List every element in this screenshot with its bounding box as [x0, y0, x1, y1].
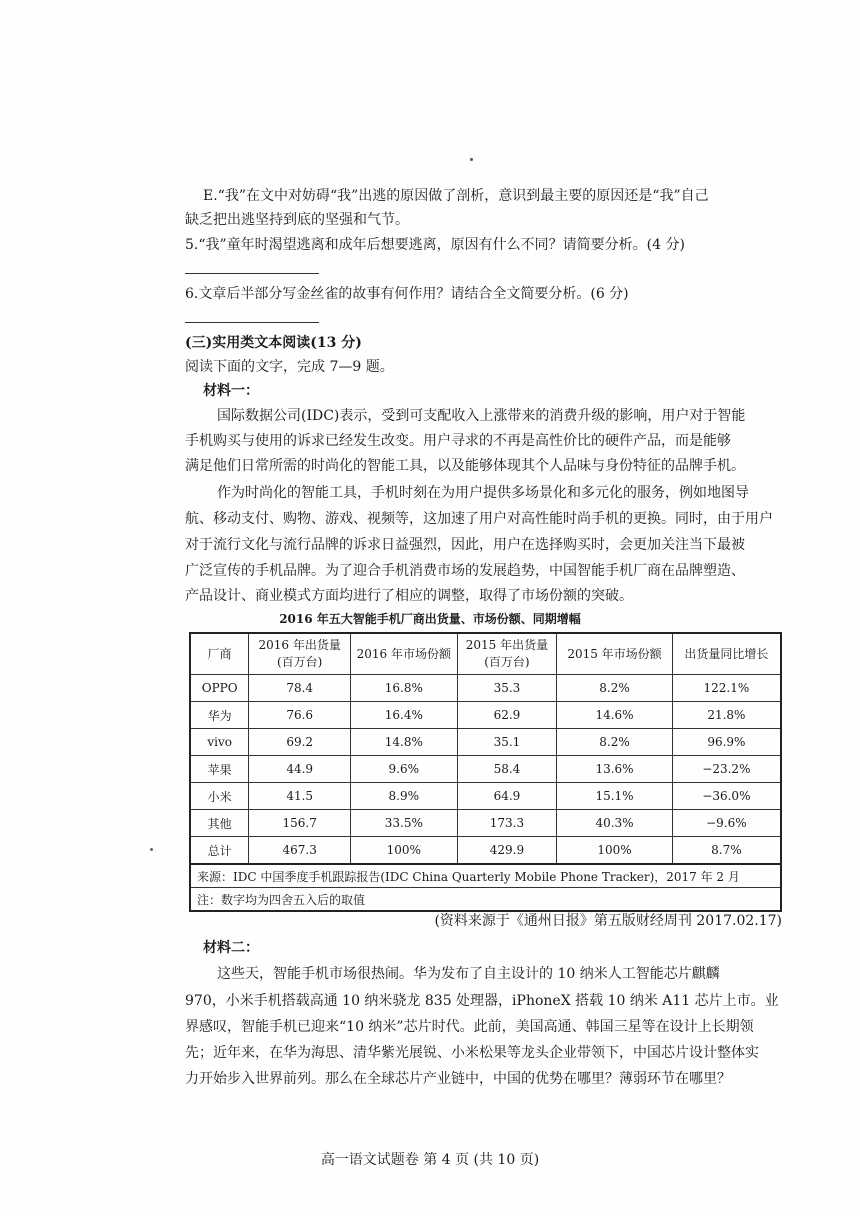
value-cell: 76.6	[249, 702, 351, 729]
value-cell: 96.9%	[672, 729, 781, 756]
material-1-text: 广泛宣传的手机品牌。为了迎合手机消费市场的发展趋势，中国智能手机厂商在品牌塑造、	[185, 563, 745, 579]
value-cell: −9.6%	[672, 810, 781, 837]
material-1-text: 对于流行文化与流行品牌的诉求日益强烈，因此，用户在选择购买时，会更加关注当下最被	[185, 537, 745, 553]
material-2-label: 材料二：	[203, 940, 259, 956]
material-2-text: 力开始步入世界前列。那么在全球芯片产业链中，中国的优势在哪里？薄弱环节在哪里？	[185, 1071, 731, 1087]
value-cell: 78.4	[249, 675, 351, 702]
source-citation: (资料来源于《通州日报》第五版财经周刊 2017.02.17)	[434, 913, 782, 929]
value-cell: 100%	[557, 837, 673, 865]
scan-speck	[150, 848, 153, 851]
header-growth: 出货量同比增长	[672, 633, 781, 675]
value-cell: 35.3	[457, 675, 557, 702]
value-cell: 8.2%	[557, 729, 673, 756]
table-row	[190, 702, 781, 729]
header-share-2016: 2016 年市场份额	[351, 633, 458, 675]
vendor-cell: 苹果	[190, 756, 249, 783]
value-cell: 8.2%	[557, 675, 673, 702]
table-row	[190, 810, 781, 837]
value-cell: 41.5	[249, 783, 351, 810]
table-note-row	[190, 864, 781, 888]
material-1-text: 作为时尚化的智能工具，手机时刻在为用户提供多场景化和多元化的服务，例如地图导	[217, 485, 749, 501]
value-cell: 13.6%	[557, 756, 673, 783]
material-1-text: 手机购买与使用的诉求已经发生改变。用户寻求的不再是高性价比的硬件产品，而是能够	[185, 433, 731, 449]
value-cell: 16.8%	[351, 675, 458, 702]
header-vendor: 厂商	[190, 633, 249, 675]
value-cell: 429.9	[457, 837, 557, 865]
table-caption: 2016 年五大智能手机厂商出货量、市场份额、同期增幅	[279, 612, 581, 626]
question-6: 6.文章后半部分写金丝雀的故事有何作用？请结合全文简要分析。(6 分)	[185, 286, 629, 302]
material-2-text: 970，小米手机搭载高通 10 纳米骁龙 835 处理器，iPhoneX 搭载 10 纳米 A11 芯片上市。业	[185, 993, 779, 1009]
value-cell: 69.2	[249, 729, 351, 756]
header-ship-2015-unit: (百万台)	[484, 655, 530, 669]
question-5: 5.“我”童年时渴望逃离和成年后想要逃离，原因有什么不同？请简要分析。(4 分)	[185, 237, 685, 253]
table-row	[190, 783, 781, 810]
table-row	[190, 675, 781, 702]
material-1-text: 国际数据公司(IDC)表示，受到可支配收入上涨带来的消费升级的影响，用户对于智能	[217, 408, 746, 424]
material-1-label: 材料一：	[203, 383, 259, 399]
value-cell: 44.9	[249, 756, 351, 783]
value-cell: −23.2%	[672, 756, 781, 783]
vendor-cell: 总计	[190, 837, 249, 865]
value-cell: 100%	[351, 837, 458, 865]
header-ship-2015-title: 2015 年出货量	[465, 638, 549, 652]
page-footer: 高一语文试题卷 第 4 页 (共 10 页)	[320, 1152, 540, 1168]
table-row	[190, 729, 781, 756]
vendor-cell: vivo	[190, 729, 249, 756]
value-cell: 8.7%	[672, 837, 781, 865]
value-cell: 40.3%	[557, 810, 673, 837]
value-cell: 14.6%	[557, 702, 673, 729]
value-cell: 9.6%	[351, 756, 458, 783]
material-2-text: 先；近年来，在华为海思、清华紫光展锐、小米松果等龙头企业带领下，中国芯片设计整体实	[185, 1045, 759, 1061]
option-e-line-2: 缺乏把出逃坚持到底的坚强和气节。	[185, 212, 409, 228]
table-row	[190, 756, 781, 783]
section-heading: (三)实用类文本阅读(13 分)	[185, 335, 362, 351]
table-note-row	[190, 888, 781, 912]
material-2-text: 界感叹，智能手机已迎来“10 纳米”芯片时代。此前，美国高通、韩国三星等在设计上长期领	[185, 1019, 754, 1035]
answer-blank-6	[185, 322, 319, 323]
header-ship-2016-unit: (百万台)	[277, 655, 323, 669]
instruction: 阅读下面的文字，完成 7—9 题。	[185, 359, 394, 375]
value-cell: 64.9	[457, 783, 557, 810]
value-cell: 8.9%	[351, 783, 458, 810]
material-1-text: 产品设计、商业模式方面均进行了相应的调整，取得了市场份额的突破。	[185, 588, 633, 604]
value-cell: 156.7	[249, 810, 351, 837]
value-cell: 33.5%	[351, 810, 458, 837]
value-cell: 467.3	[249, 837, 351, 865]
scan-speck	[470, 158, 473, 161]
vendor-cell: 华为	[190, 702, 249, 729]
vendor-cell: 其他	[190, 810, 249, 837]
value-cell: 122.1%	[672, 675, 781, 702]
value-cell: 21.8%	[672, 702, 781, 729]
market-share-table	[189, 632, 782, 912]
answer-blank-5	[185, 273, 319, 274]
table-rounding-note: 注：数字均为四舍五入后的取值	[190, 888, 781, 912]
vendor-cell: OPPO	[190, 675, 249, 702]
vendor-cell: 小米	[190, 783, 249, 810]
material-1-text: 航、移动支付、购物、游戏、视频等，这加速了用户对高性能时尚手机的更换。同时，由于用户	[185, 511, 773, 527]
table-header-row	[190, 633, 781, 675]
material-2-text: 这些天，智能手机市场很热闹。华为发布了自主设计的 10 纳米人工智能芯片麒麟	[217, 966, 720, 982]
option-e-line-1: E.“我”在文中对妨碍“我”出逃的原因做了剖析，意识到最主要的原因还是“我”自己	[203, 188, 709, 204]
value-cell: 35.1	[457, 729, 557, 756]
material-1-text: 满足他们日常所需的时尚化的智能工具，以及能够体现其个人品味与身份特征的品牌手机。	[185, 458, 745, 474]
header-ship-2015	[457, 633, 557, 675]
table-row	[190, 837, 781, 865]
header-ship-2016	[249, 633, 351, 675]
header-share-2015: 2015 年市场份额	[557, 633, 673, 675]
value-cell: 15.1%	[557, 783, 673, 810]
value-cell: 62.9	[457, 702, 557, 729]
value-cell: 58.4	[457, 756, 557, 783]
value-cell: 16.4%	[351, 702, 458, 729]
value-cell: 14.8%	[351, 729, 458, 756]
value-cell: −36.0%	[672, 783, 781, 810]
value-cell: 173.3	[457, 810, 557, 837]
table-source-note: 来源：IDC 中国季度手机跟踪报告(IDC China Quarterly Mobile Phone Tracker)，2017 年 2 月	[190, 864, 781, 888]
header-ship-2016-title: 2016 年出货量	[258, 638, 341, 652]
